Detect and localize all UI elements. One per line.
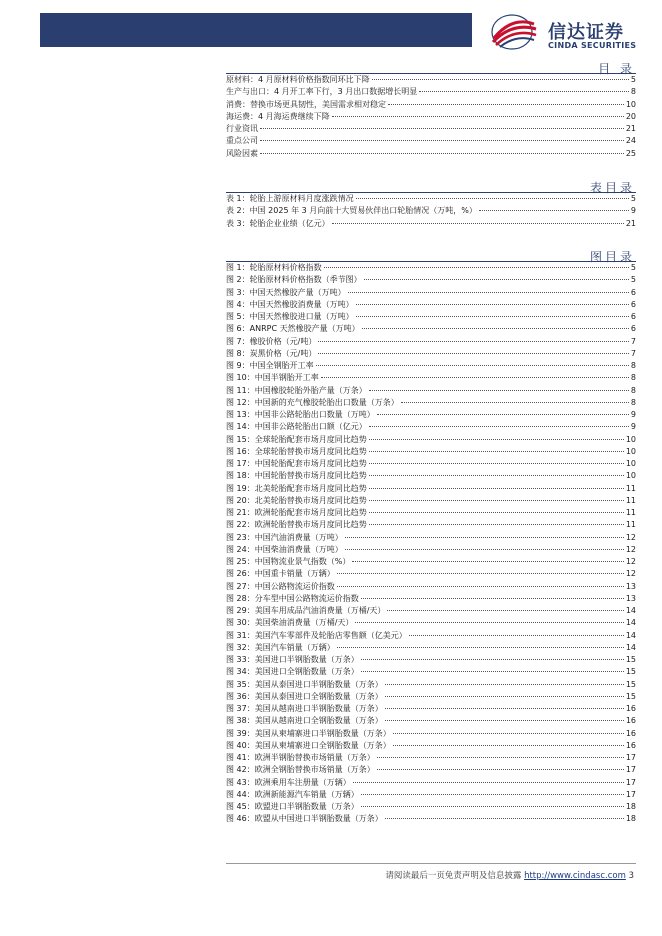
dot-leader — [385, 720, 624, 721]
figure-entry-page: 14 — [625, 630, 636, 640]
contents-entry-label: 重点公司 — [226, 136, 258, 146]
figure-entry-label: 图 26：中国重卡销量（万辆） — [226, 569, 335, 579]
figure-entry-label: 图 8：炭黑价格（元/吨） — [226, 348, 317, 358]
contents-entry-label: 风险因素 — [226, 148, 258, 158]
figure-entry[interactable] — [226, 495, 636, 507]
figure-entry-page: 8 — [630, 397, 636, 407]
dot-leader — [361, 659, 624, 660]
figure-entry-label: 图 24：中国柴油消费量（万吨） — [226, 544, 343, 554]
dot-leader — [361, 598, 624, 599]
figure-entry-page: 7 — [630, 336, 636, 346]
dot-leader — [337, 586, 624, 587]
figure-entry-label: 图 43：欧洲乘用车注册量（万辆） — [226, 777, 351, 787]
dot-leader — [372, 79, 629, 80]
dot-leader — [361, 806, 624, 807]
figure-entry[interactable] — [226, 691, 636, 703]
figure-entry-page: 17 — [625, 765, 636, 775]
footer-disclaimer: 请阅读最后一页免责声明及信息披露 — [385, 871, 522, 881]
figure-entry-page: 12 — [625, 569, 636, 579]
figure-entry-page: 16 — [625, 716, 636, 726]
dot-leader — [393, 733, 624, 734]
figure-entry-page: 8 — [630, 385, 636, 395]
figure-entry-page: 17 — [625, 777, 636, 787]
figure-entry-page: 17 — [625, 753, 636, 762]
figure-entry[interactable] — [226, 507, 636, 519]
figure-entry-label: 图 30：美国柴油消费量（万桶/天） — [226, 618, 354, 628]
dot-leader — [352, 561, 623, 562]
figure-entry[interactable] — [226, 581, 636, 593]
dot-leader — [369, 390, 629, 391]
dot-leader — [369, 524, 624, 525]
header-bar — [40, 13, 472, 47]
dot-leader — [369, 475, 624, 476]
figure-entry[interactable] — [226, 311, 636, 323]
figure-entry[interactable] — [226, 446, 636, 458]
figure-entry-label: 图 6：ANRPC 天然橡胶产量（万吨） — [226, 324, 360, 334]
figure-entry[interactable] — [226, 372, 636, 384]
contents-entry-label: 消费：替换市场更具韧性，美国需求相对稳定 — [226, 99, 386, 109]
dot-leader — [387, 610, 623, 611]
figure-entry[interactable] — [226, 789, 636, 801]
figure-entry-label: 图 39：美国从柬埔寨进口半钢胎数量（万条） — [226, 728, 391, 738]
figure-entry-page: 14 — [625, 618, 636, 628]
figure-entry[interactable] — [226, 568, 636, 580]
figures-title: 图目录 — [589, 250, 635, 264]
figure-entry-page: 10 — [625, 459, 636, 468]
company-logo — [488, 12, 648, 52]
figure-entry-page: 13 — [625, 581, 636, 591]
figure-entry-label: 图 13：中国非公路轮胎出口数量（万吨） — [226, 410, 375, 419]
figure-entry-page: 12 — [625, 557, 636, 566]
figure-entry-page: 6 — [630, 287, 636, 297]
figure-entry-label: 图 23：中国汽油消费量（万吨） — [226, 532, 343, 542]
figure-entry-label: 图 7：橡胶价格（元/吨） — [226, 336, 317, 346]
figure-entry-page: 8 — [630, 373, 636, 383]
dot-leader — [356, 316, 629, 317]
figure-entry[interactable] — [226, 532, 636, 544]
table-entry-label: 表 2：中国 2025 年 3 月向前十大贸易伙伴出口轮胎情况（万吨，%） — [226, 206, 477, 216]
figure-entry-label: 图 38：美国从越南进口全钢胎数量（万条） — [226, 716, 383, 726]
figure-entry[interactable] — [226, 385, 636, 397]
dot-leader — [355, 622, 623, 623]
dot-leader — [361, 794, 624, 795]
contents-entry[interactable] — [226, 123, 636, 135]
figure-entry-page: 5 — [630, 263, 636, 272]
dot-leader — [361, 671, 624, 672]
figure-entry[interactable] — [226, 715, 636, 727]
figure-entry-label: 图 32：美国汽车销量（万辆） — [226, 642, 335, 652]
dot-leader — [385, 696, 624, 697]
figure-entry[interactable] — [226, 323, 636, 335]
dot-leader — [401, 402, 629, 403]
dot-leader — [409, 635, 624, 636]
figure-entry-label: 图 46：欧盟从中国进口半钢胎数量（万条） — [226, 814, 383, 824]
dot-leader — [377, 769, 624, 770]
figure-entry-label: 图 31：美国汽车零部件及轮胎店零售额（亿美元） — [226, 630, 407, 640]
figure-entry-label: 图 9：中国全钢胎开工率 — [226, 361, 314, 370]
figure-entry-label: 图 29：美国车用成品汽油消费量（万桶/天） — [226, 606, 386, 615]
figure-entry-label: 图 34：美国进口全钢胎数量（万条） — [226, 667, 359, 677]
figure-entry-page: 14 — [625, 642, 636, 652]
figure-entry-page: 6 — [630, 312, 636, 321]
figure-entry-page: 11 — [625, 483, 636, 493]
figure-entry[interactable] — [226, 483, 636, 495]
dot-leader — [353, 782, 624, 783]
figure-entry-page: 10 — [625, 434, 636, 444]
figure-entry[interactable] — [226, 801, 636, 813]
dot-leader — [337, 647, 624, 648]
figure-entry-label: 图 10：中国半钢胎开工率 — [226, 373, 319, 383]
figure-entry[interactable] — [226, 421, 636, 433]
dot-leader — [369, 451, 624, 452]
figure-entry-label: 图 18：中国轮胎替换市场月度同比趋势 — [226, 471, 367, 481]
figure-entry[interactable] — [226, 458, 636, 470]
figure-entry-label: 图 1：轮胎原材料价格指数 — [226, 263, 322, 272]
footer — [385, 869, 634, 881]
figure-entry-label: 图 21：欧洲轮胎配套市场月度同比趋势 — [226, 508, 367, 517]
figure-entry-page: 12 — [625, 544, 636, 554]
dot-leader — [393, 745, 624, 746]
figure-entry[interactable] — [226, 777, 636, 789]
dot-leader — [377, 414, 629, 415]
figure-entry-page: 10 — [625, 446, 636, 456]
figure-entry-label: 图 27：中国公路物流运价指数 — [226, 581, 335, 591]
contents-entry[interactable] — [226, 135, 636, 147]
dot-leader — [369, 512, 624, 513]
figure-entry[interactable] — [226, 593, 636, 605]
contents-entry[interactable] — [226, 111, 636, 123]
contents-entry[interactable] — [226, 86, 636, 98]
logo-name-en: CINDA SECURITIES — [548, 41, 637, 50]
table-entry-page: 9 — [630, 206, 636, 216]
tables-list — [226, 193, 636, 230]
dot-leader — [377, 757, 624, 758]
dot-leader — [345, 549, 624, 550]
figure-entry-page: 6 — [630, 299, 636, 309]
figure-entry[interactable] — [226, 274, 636, 286]
figure-entry-label: 图 28：分车型中国公路物流运价指数 — [226, 593, 359, 603]
figure-entry-page: 16 — [625, 728, 636, 738]
figure-entry[interactable] — [226, 470, 636, 482]
figure-entry-label: 图 4：中国天然橡胶消费量（万吨） — [226, 299, 354, 309]
contents-entry[interactable] — [226, 148, 636, 160]
dot-leader — [260, 128, 624, 129]
figure-entry-page: 15 — [625, 667, 636, 677]
dot-leader — [369, 463, 624, 464]
figure-entry-page: 8 — [630, 361, 636, 370]
figure-entry-page: 9 — [630, 422, 636, 432]
figure-entry[interactable] — [226, 360, 636, 372]
dot-leader — [337, 573, 624, 574]
figure-entry[interactable] — [226, 397, 636, 409]
dot-leader — [388, 104, 624, 105]
figure-entry-label: 图 37：美国从越南进口半钢胎数量（万条） — [226, 704, 383, 713]
footer-url-link[interactable]: http://www.cindasc.com — [524, 871, 626, 881]
figure-entry-page: 12 — [625, 532, 636, 542]
figure-entry[interactable] — [226, 348, 636, 360]
figure-entry-page: 7 — [630, 348, 636, 358]
figure-entry-page: 15 — [625, 655, 636, 664]
contents-entry-page: 10 — [625, 99, 636, 109]
figure-entry-label: 图 15：全球轮胎配套市场月度同比趋势 — [226, 434, 367, 444]
dot-leader — [356, 198, 629, 199]
figure-entry-page: 18 — [625, 802, 636, 811]
figure-entry[interactable] — [226, 764, 636, 776]
figure-entry[interactable] — [226, 728, 636, 740]
figures-list — [226, 262, 636, 826]
dot-leader — [385, 684, 624, 685]
figure-entry[interactable] — [226, 262, 636, 274]
dot-leader — [260, 153, 624, 154]
figure-entry-label: 图 41：欧洲半钢胎替换市场销量（万条） — [226, 753, 375, 762]
figure-entry[interactable] — [226, 642, 636, 654]
figure-entry[interactable] — [226, 556, 636, 568]
contents-entry-page: 24 — [625, 136, 636, 146]
figure-entry-page: 13 — [625, 593, 636, 603]
figure-entry-label: 图 35：美国从泰国进口半钢胎数量（万条） — [226, 679, 383, 689]
figure-entry-page: 11 — [625, 520, 636, 530]
figure-entry[interactable] — [226, 409, 636, 421]
dot-leader — [260, 140, 624, 141]
dot-leader — [316, 365, 629, 366]
figure-entry[interactable] — [226, 434, 636, 446]
figure-entry-label: 图 36：美国从泰国进口全钢胎数量（万条） — [226, 691, 383, 701]
figure-entry-page: 17 — [625, 789, 636, 799]
dot-leader — [318, 353, 629, 354]
figure-entry-label: 图 20：北美轮胎替换市场月度同比趋势 — [226, 495, 367, 505]
figure-entry[interactable] — [226, 519, 636, 531]
table-entry-label: 表 3：轮胎企业业绩（亿元） — [226, 218, 330, 228]
dot-leader — [479, 210, 629, 211]
dot-leader — [345, 537, 624, 538]
table-entry-label: 表 1：轮胎上游原材料月度涨跌情况 — [226, 194, 354, 203]
figure-entry-label: 图 16：全球轮胎替换市场月度同比趋势 — [226, 446, 367, 456]
dot-leader — [356, 304, 629, 305]
table-entry-page: 21 — [625, 218, 636, 228]
figure-entry-label: 图 45：欧盟进口半钢胎数量（万条） — [226, 802, 359, 811]
figure-entry-page: 6 — [630, 324, 636, 334]
dot-leader — [318, 341, 629, 342]
figure-entry-label: 图 25：中国物流业景气指数（%） — [226, 557, 351, 566]
contents-entry-label: 海运费：4 月海运费继续下降 — [226, 111, 330, 121]
figure-entry-page: 16 — [625, 704, 636, 713]
figure-entry[interactable] — [226, 617, 636, 629]
figure-entry-page: 18 — [625, 814, 636, 824]
contents-entry-page: 8 — [630, 87, 636, 97]
dot-leader — [369, 426, 629, 427]
figure-entry-page: 15 — [625, 691, 636, 701]
dot-leader — [364, 279, 629, 280]
figure-entry-label: 图 12：中国新的充气橡胶轮胎出口数量（万条） — [226, 397, 399, 407]
contents-entry-label: 行业资讯 — [226, 124, 258, 133]
figure-entry[interactable] — [226, 544, 636, 556]
contents-list — [226, 74, 636, 160]
figure-entry[interactable] — [226, 703, 636, 715]
footer-page-number: 3 — [628, 871, 634, 881]
figure-entry-page: 15 — [625, 679, 636, 689]
dot-leader — [362, 328, 629, 329]
figure-entry-page: 9 — [630, 410, 636, 419]
dot-leader — [348, 292, 629, 293]
figure-entry[interactable] — [226, 605, 636, 617]
figure-entry-label: 图 11：中国橡胶轮胎外胎产量（万条） — [226, 385, 367, 395]
contents-entry-label: 原材料：4 月原材料价格指数同环比下降 — [226, 75, 370, 84]
figure-entry-page: 11 — [625, 508, 636, 517]
figure-entry-label: 图 2：轮胎原材料价格指数（季节图） — [226, 275, 362, 285]
dot-leader — [332, 223, 624, 224]
contents-entry-page: 25 — [625, 148, 636, 158]
logo-sphere-icon — [488, 12, 544, 52]
figure-entry-page: 16 — [625, 740, 636, 750]
figure-entry[interactable] — [226, 287, 636, 299]
figure-entry-label: 图 44：欧洲新能源汽车销量（万辆） — [226, 789, 359, 799]
dot-leader — [332, 116, 624, 117]
tables-title: 表目录 — [589, 181, 635, 195]
figure-entry-page: 14 — [625, 606, 636, 615]
figure-entry[interactable] — [226, 654, 636, 666]
dot-leader — [324, 267, 629, 268]
dot-leader — [369, 488, 624, 489]
contents-entry[interactable] — [226, 74, 636, 86]
contents-entry[interactable] — [226, 99, 636, 111]
figure-entry-label: 图 19：北美轮胎配套市场月度同比趋势 — [226, 483, 367, 493]
footer-divider — [226, 863, 636, 864]
figure-entry-label: 图 3：中国天然橡胶产量（万吨） — [226, 287, 346, 297]
figure-entry-label: 图 5：中国天然橡胶进口量（万吨） — [226, 312, 354, 321]
figure-entry[interactable] — [226, 813, 636, 825]
contents-entry-page: 20 — [625, 111, 636, 121]
table-entry[interactable] — [226, 218, 636, 230]
dot-leader — [419, 91, 629, 92]
figure-entry[interactable] — [226, 679, 636, 691]
dot-leader — [385, 818, 624, 819]
contents-entry-label: 生产与出口：4 月开工率下行，3 月出口数据增长明显 — [226, 87, 418, 97]
figure-entry-page: 11 — [625, 495, 636, 505]
figure-entry-label: 图 40：美国从柬埔寨进口全钢胎数量（万条） — [226, 740, 391, 750]
dot-leader — [369, 439, 624, 440]
contents-entry-page: 5 — [630, 75, 636, 84]
figure-entry[interactable] — [226, 666, 636, 678]
figure-entry-page: 10 — [625, 471, 636, 481]
contents-entry-page: 21 — [625, 124, 636, 133]
logo-name-cn: 信达证券 — [548, 22, 624, 43]
figure-entry-label: 图 42：欧洲全钢胎替换市场销量（万条） — [226, 765, 375, 775]
figure-entry[interactable] — [226, 740, 636, 752]
figure-entry-label: 图 33：美国进口半钢胎数量（万条） — [226, 655, 359, 664]
dot-leader — [321, 377, 629, 378]
figure-entry[interactable] — [226, 336, 636, 348]
figure-entry-label: 图 14：中国非公路轮胎出口额（亿元） — [226, 422, 367, 432]
dot-leader — [369, 500, 624, 501]
table-entry[interactable] — [226, 193, 636, 205]
dot-leader — [385, 708, 624, 709]
figure-entry-label: 图 22：欧洲轮胎替换市场月度同比趋势 — [226, 520, 367, 530]
figure-entry-label: 图 17：中国轮胎配套市场月度同比趋势 — [226, 459, 367, 468]
table-entry[interactable] — [226, 205, 636, 217]
table-entry-page: 5 — [630, 194, 636, 203]
figure-entry-page: 5 — [630, 275, 636, 285]
figure-entry[interactable] — [226, 299, 636, 311]
figure-entry[interactable] — [226, 752, 636, 764]
contents-title: 目 录 — [598, 62, 635, 76]
figure-entry[interactable] — [226, 630, 636, 642]
